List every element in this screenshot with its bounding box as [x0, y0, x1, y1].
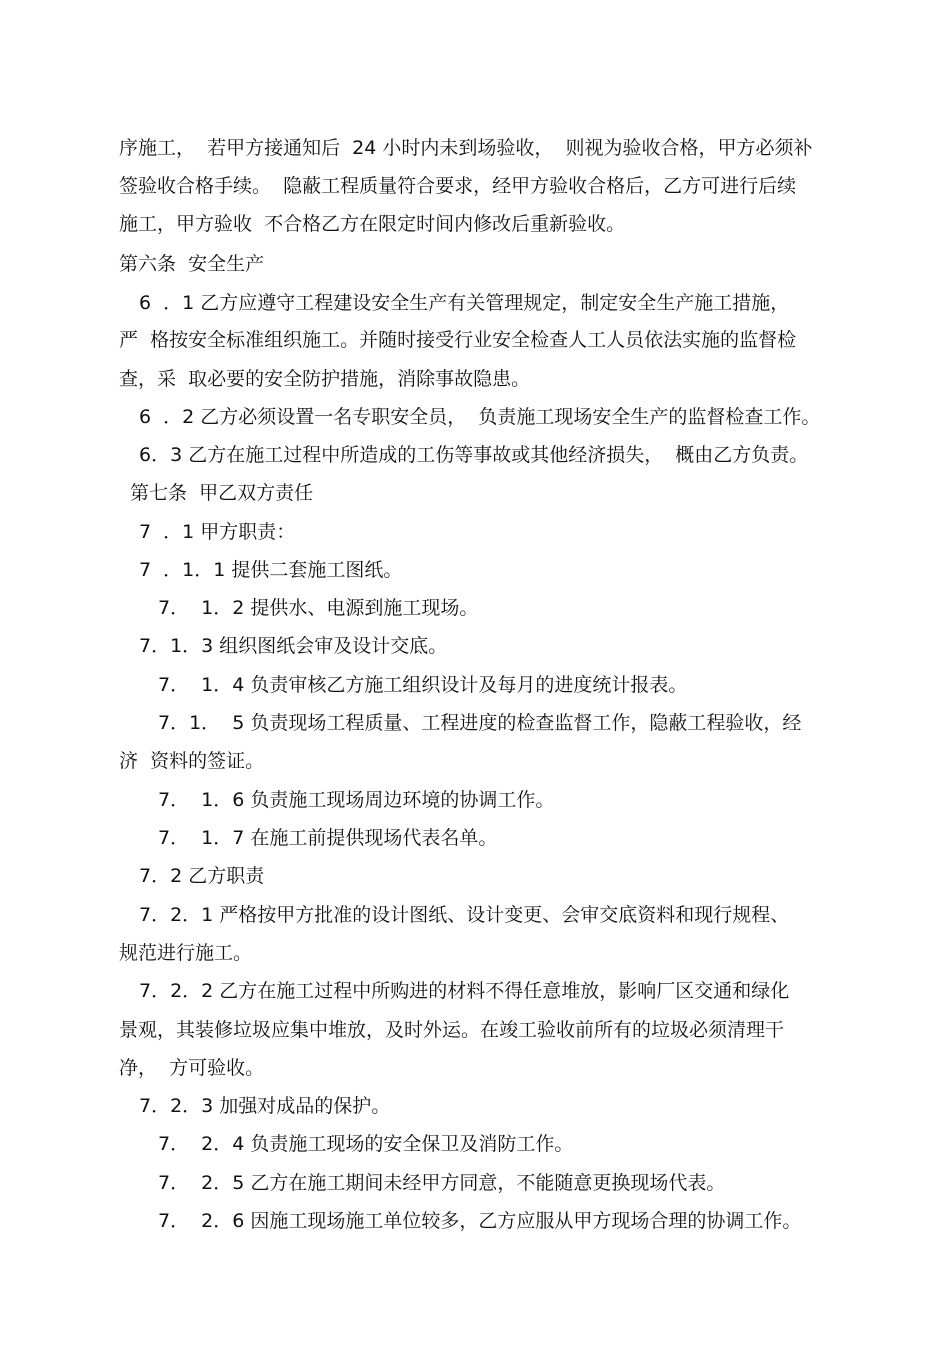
clause-7-1-4: 7． 1．4 负责审核乙方施工组织设计及每月的进度统计报表。 — [158, 674, 688, 696]
section-heading-7: 第七条 甲乙双方责任 — [130, 482, 314, 504]
clause-7-1-2: 7． 1．2 提供水、电源到施工现场。 — [158, 597, 479, 619]
clause-6-1: 6 ．1 乙方应遵守工程建设安全生产有关管理规定，制定安全生产施工措施， — [139, 292, 790, 314]
clause-7-1-1: 7 ．1．1 提供二套施工图纸。 — [139, 559, 403, 581]
clause-7-2-3: 7．2．3 加强对成品的保护。 — [139, 1095, 391, 1117]
clause-7-1-7: 7． 1．7 在施工前提供现场代表名单。 — [158, 827, 498, 849]
clause-7-1-5: 7．1． 5 负责现场工程质量、工程进度的检查监督工作，隐蔽工程验收，经 — [158, 712, 802, 734]
text-line-6: 严 格按安全标准组织施工。并随时接受行业安全检查人工人员依法实施的监督检 — [119, 329, 797, 351]
text-line-3: 施工，甲方验收 不合格乙方在限定时间内修改后重新验收。 — [119, 213, 626, 235]
clause-7-2-1: 7．2．1 严格按甲方批准的设计图纸、设计变更、会审交底资料和现行规程、 — [139, 904, 790, 926]
text-line-17: 济 资料的签证。 — [119, 750, 265, 772]
clause-7-1-3: 7．1．3 组织图纸会审及设计交底。 — [139, 635, 448, 657]
clause-6-3: 6．3 乙方在施工过程中所造成的工伤等事故或其他经济损失， 概由乙方负责。 — [139, 444, 809, 466]
text-line-1: 序施工， 若甲方接通知后 24 小时内未到场验收， 则视为验收合格，甲方必须补 — [119, 137, 813, 159]
section-heading-6: 第六条 安全生产 — [119, 253, 265, 275]
clause-7-2-5: 7． 2．5 乙方在施工期间未经甲方同意，不能随意更换现场代表。 — [158, 1172, 726, 1194]
text-line-2: 签验收合格手续。 隐蔽工程质量符合要求，经甲方验收合格后，乙方可进行后续 — [119, 175, 797, 197]
clause-7-1: 7 ．1 甲方职责： — [139, 521, 296, 543]
clause-7-1-6: 7． 1．6 负责施工现场周边环境的协调工作。 — [158, 789, 555, 811]
text-line-7: 查，采 取必要的安全防护措施，消除事故隐患。 — [119, 368, 531, 390]
clause-6-2: 6 ．2 乙方必须设置一名专职安全员， 负责施工现场安全生产的监督检查工作。 — [139, 406, 821, 428]
clause-7-2-4: 7． 2．4 负责施工现场的安全保卫及消防工作。 — [158, 1133, 574, 1155]
text-line-24: 景观，其装修垃圾应集中堆放，及时外运。在竣工验收前所有的垃圾必须清理干 — [119, 1019, 785, 1041]
clause-7-2-2: 7．2．2 乙方在施工过程中所购进的材料不得任意堆放，影响厂区交通和绿化 — [139, 980, 790, 1002]
clause-7-2: 7．2 乙方职责 — [139, 865, 265, 887]
clause-7-2-6: 7． 2．6 因施工现场施工单位较多，乙方应服从甲方现场合理的协调工作。 — [158, 1210, 802, 1232]
text-line-22: 规范进行施工。 — [119, 942, 253, 964]
text-line-25: 净， 方可验收。 — [119, 1057, 265, 1079]
